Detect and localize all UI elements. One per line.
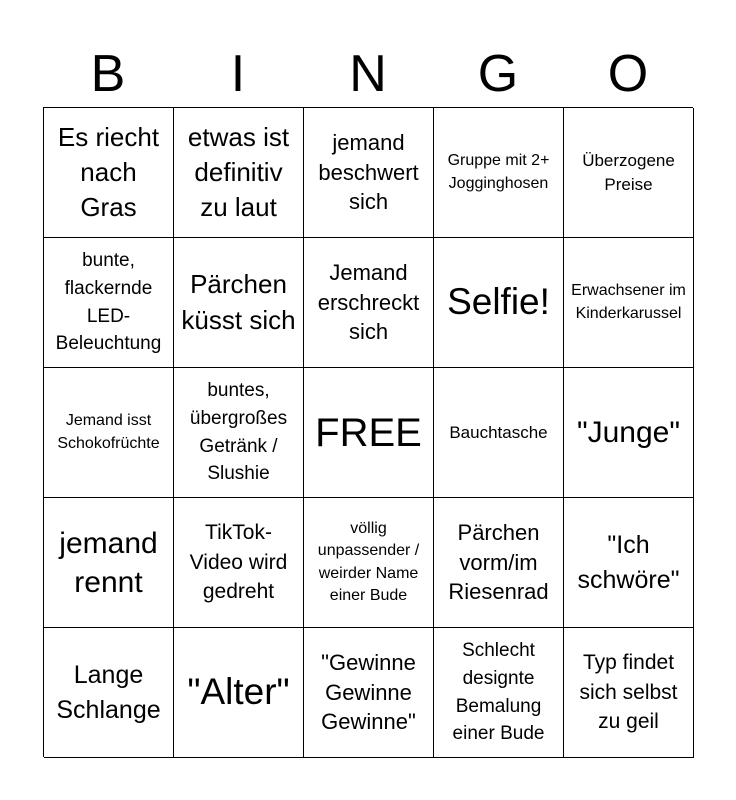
bingo-cell[interactable]: Schlecht designte Bemalung einer Bude <box>434 628 564 758</box>
header-letter-i: I <box>230 45 246 103</box>
bingo-grid <box>43 107 693 757</box>
bingo-cell[interactable]: Pärchen vorm/im Riesenrad <box>434 498 564 628</box>
header-letter-b: B <box>90 45 126 103</box>
bingo-cell[interactable]: Bauchtasche <box>434 368 564 498</box>
header-letter-o: O <box>607 45 649 103</box>
bingo-header <box>43 40 693 108</box>
bingo-cell[interactable]: Selfie! <box>434 238 564 368</box>
bingo-cell[interactable]: Jemand isst Schokofrüchte <box>44 368 174 498</box>
bingo-cell[interactable]: "Alter" <box>174 628 304 758</box>
bingo-cell[interactable]: völlig unpassender / weirder Name einer Bude <box>304 498 434 628</box>
bingo-cell[interactable]: Lange Schlange <box>44 628 174 758</box>
bingo-cell[interactable]: TikTok-Video wird gedreht <box>174 498 304 628</box>
bingo-cell[interactable]: Jemand erschreckt sich <box>304 238 434 368</box>
bingo-cell[interactable]: Gruppe mit 2+ Jogginghosen <box>434 108 564 238</box>
bingo-cell[interactable]: Erwachsener im Kinderkarussel <box>564 238 694 368</box>
bingo-cell[interactable]: Überzogene Preise <box>564 108 694 238</box>
header-letter-g: G <box>477 45 519 103</box>
bingo-cell[interactable]: jemand rennt <box>44 498 174 628</box>
bingo-cell[interactable]: "Junge" <box>564 368 694 498</box>
bingo-cell[interactable]: Es riecht nach Gras <box>44 108 174 238</box>
bingo-cell[interactable]: "Gewinne Gewinne Gewinne" <box>304 628 434 758</box>
bingo-cell[interactable]: FREE <box>304 368 434 498</box>
bingo-cell[interactable]: etwas ist definitiv zu laut <box>174 108 304 238</box>
bingo-cell[interactable]: buntes, übergroßes Getränk / Slushie <box>174 368 304 498</box>
header-letter-n: N <box>349 45 387 103</box>
bingo-cell[interactable]: bunte, flackernde LED-Beleuchtung <box>44 238 174 368</box>
bingo-cell[interactable]: Typ findet sich selbst zu geil <box>564 628 694 758</box>
bingo-cell[interactable]: "Ich schwöre" <box>564 498 694 628</box>
bingo-cell[interactable]: Pärchen küsst sich <box>174 238 304 368</box>
bingo-cell[interactable]: jemand beschwert sich <box>304 108 434 238</box>
